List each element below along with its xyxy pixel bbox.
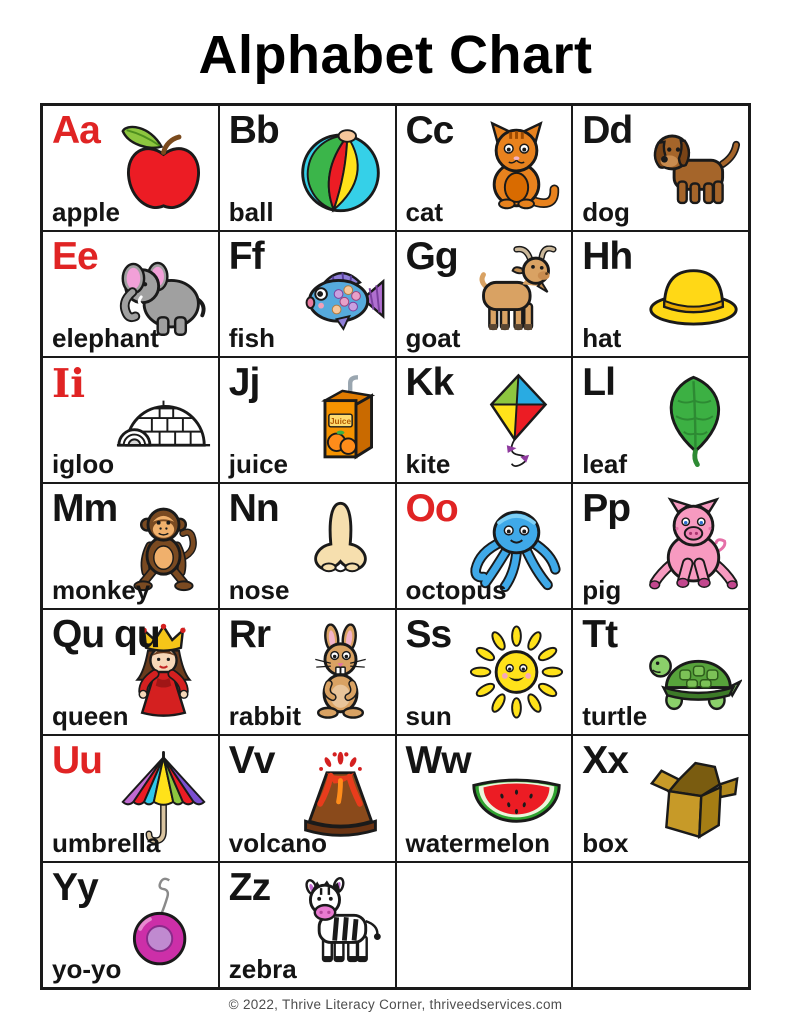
letter-pair: Vv [228,739,275,783]
word-label: elephant [52,323,159,353]
word-label: apple [52,196,120,227]
letter-cell-tt [572,609,749,735]
letter-pair: Oo [405,487,458,531]
letter-cell-jj [219,357,396,483]
letter-pair: Rr [228,613,271,657]
word-label: leaf [582,449,628,480]
word-label: rabbit [228,701,301,732]
letter-cell-kk [396,357,573,483]
letter-pair: Pp [582,487,631,531]
nose-icon [292,498,389,595]
letter-pair: Tt [582,613,618,657]
letter-cell-oo [396,483,573,609]
letter-cell-rr [219,609,396,735]
apple-icon [115,119,212,216]
letter-cell-cc [396,105,573,231]
letter-cell-uu [42,735,219,861]
dog-icon [645,119,742,216]
igloo-icon [115,372,212,469]
letter-cell-hh [572,231,749,357]
letter-pair: Mm [52,487,118,531]
letter-cell-ii [42,357,219,483]
letter-pair: Gg [405,234,458,278]
letter-cell-qu-qu [42,609,219,735]
pig-icon [645,498,742,595]
word-label: ball [228,196,274,227]
word-label: kite [405,449,451,480]
letter-pair: Ee [52,234,98,278]
letter-pair: Bb [228,108,279,152]
word-label: octopus [405,575,507,606]
letter-pair: Uu [52,739,102,783]
letter-pair: Kk [405,361,454,404]
letter-cell-ss [396,609,573,735]
letter-cell-nn [219,483,396,609]
word-label: pig [582,575,622,606]
rabbit-icon [292,624,389,721]
svg-text:Juice: Juice [329,416,351,426]
letter-pair: Dd [582,108,633,152]
word-label: fish [228,323,275,353]
letter-cell-ll [572,357,749,483]
word-label: cat [405,196,444,227]
letter-pair: Jj [228,361,260,404]
letter-cell-gg [396,231,573,357]
letter-cell-yy [42,862,219,988]
word-label: umbrella [52,827,161,858]
word-label: box [582,827,629,858]
letter-cell-bb [219,105,396,231]
letter-pair: Zz [228,865,271,909]
letter-pair: Qu qu [52,613,160,657]
letter-cell-ww [396,735,573,861]
letter-pair: Ll [582,361,615,404]
letter-cell-zz [219,862,396,988]
letter-cell-ff [219,231,396,357]
word-label: zebra [228,953,297,984]
word-label: hat [582,323,622,353]
letter-cell-pp [572,483,749,609]
yoyo-icon [115,876,212,973]
letter-pair: Ww [405,739,471,783]
fish-icon [292,245,389,342]
word-label: sun [405,701,452,732]
letter-pair: Xx [582,739,628,783]
word-label: monkey [52,575,151,606]
letter-cell-xx [572,735,749,861]
letter-cell-vv [219,735,396,861]
word-label: watermelon [405,827,550,858]
letter-cell-ee [42,231,219,357]
letter-pair: Nn [228,487,279,531]
cat-icon [468,119,565,216]
sun-icon [468,624,565,721]
word-label: turtle [582,701,648,732]
ball-icon [292,119,389,216]
word-label: nose [228,575,290,606]
hat-icon [645,245,742,342]
zebra-icon [292,876,389,973]
alphabet-grid [40,103,751,990]
word-label: dog [582,196,630,227]
letter-cell-dd [572,105,749,231]
box-icon [645,750,742,847]
letter-cell-mm [42,483,219,609]
letter-cell-aa [42,105,219,231]
empty-cell [396,862,573,988]
letter-pair: Ii [52,361,86,407]
letter-pair: Yy [52,865,98,909]
leaf-icon [645,372,742,469]
kite-icon [468,372,565,469]
letter-pair: Ff [228,234,264,278]
goat-icon [468,245,565,342]
juice-icon [292,372,389,469]
word-label: juice [228,449,288,480]
footer-credit: © 2022, Thrive Literacy Corner, thriveedservices.com [228,996,563,1012]
word-label: volcano [228,827,327,858]
turtle-icon [645,624,742,721]
page-title: Alphabet Chart [198,25,593,85]
word-label: yo-yo [52,953,122,984]
word-label: igloo [52,449,115,480]
letter-pair: Ss [405,613,452,657]
word-label: goat [405,323,461,353]
word-label: queen [52,701,129,732]
letter-pair: Cc [405,108,454,152]
letter-pair: Aa [52,108,100,152]
empty-cell [572,862,749,988]
letter-pair: Hh [582,234,633,278]
